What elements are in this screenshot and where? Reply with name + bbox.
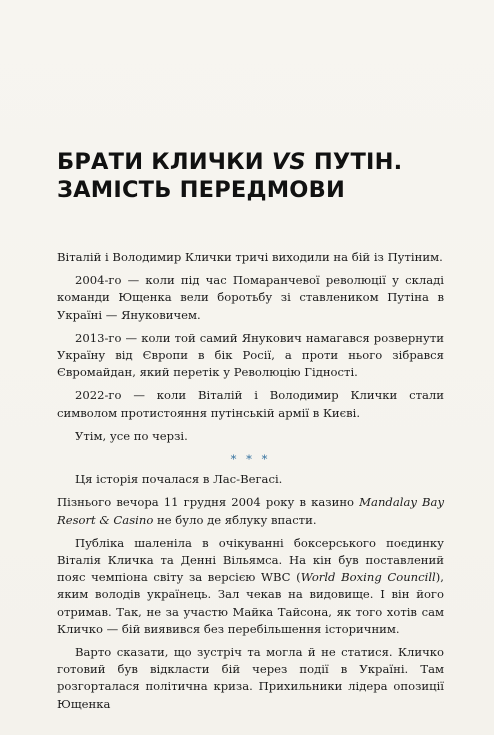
paragraph-crisis: Варто сказати, що зустріч та могла й не статися. Кличко готовий був відкласти бій через події в Україні. Там розгорталася політична криза. Прихильники лідера опозиції Ющенка xyxy=(57,645,444,711)
paragraph-intro: Віталій і Володимир Клички тричі виходили на бій із Путіним. xyxy=(57,250,443,264)
paragraph-order: Утім, усе по черзі. xyxy=(75,428,188,443)
fight-text-after: ), яким володів українець. Зал чекав на видовище. І він його отримав. Так, не за участю Майка Тайсона, як того хотів сам Кличко — бій виявився без перебільшення історичним. xyxy=(57,570,444,636)
paragraph-casino xyxy=(57,494,444,528)
chapter-title-vs: VS xyxy=(271,149,306,175)
casino-name: Mandalay Bay Resort & Casino xyxy=(57,495,445,527)
paragraph-2022: 2022-го — коли Віталій і Володимир Клички стали символом протистояння путінській армії в Києві. xyxy=(57,388,444,420)
paragraph-fight xyxy=(57,535,444,638)
body-text xyxy=(57,249,444,719)
casino-text-before: Пізнього вечора 11 грудня 2004 року в казино xyxy=(57,495,360,510)
chapter-title xyxy=(57,148,457,204)
paragraph-2004: 2004-го — коли під час Помаранчевої революції у складі команди Ющенка вели боротьбу зі ставлеником Путіна в Україні — Януковичем. xyxy=(57,273,444,322)
fight-text-before: Публіка шаленіла в очікуванні боксерського поєдинку Віталія Кличка та Денні Вільямса. На кін був поставлений пояс чемпіона світу за версією WBC ( xyxy=(57,535,444,585)
paragraph-2013: 2013-го — коли той самий Янукович намагався розвернути Україну від Європи в бік Росії, а проти нього зібрався Євромайдан, який перетік у Революцію Гідності. xyxy=(57,330,444,380)
chapter-title-line2: ЗАМІСТЬ ПЕРЕДМОВИ xyxy=(57,177,346,203)
casino-text-after: не було де яблуку впасти. xyxy=(153,512,317,527)
paragraph-las-vegas: Ця історія почалася в Лас-Вегасі. xyxy=(75,472,283,487)
chapter-title-part1: БРАТИ КЛИЧКИ xyxy=(57,149,272,175)
wbc-name: World Boxing Councill xyxy=(300,570,436,585)
section-separator: * * * xyxy=(230,452,271,467)
chapter-title-part2: ПУТІН. xyxy=(305,149,403,175)
